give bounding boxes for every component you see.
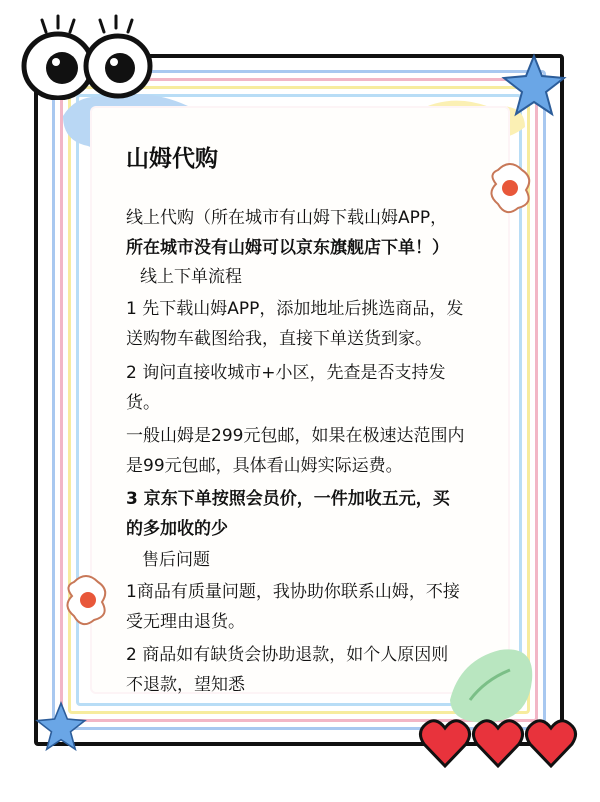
content-line: 一般山姆是299元包邮，如果在极速达范围内 <box>126 426 465 446</box>
content-line: 不退款，望知悉 <box>126 675 245 695</box>
cartoon-eyes-icon <box>18 14 158 100</box>
page-title: 山姆代购 <box>126 146 218 172</box>
flower-icon <box>488 160 534 216</box>
content-line: 2 询问直接收城市+小区，先查是否支持发 <box>126 363 446 383</box>
content-line: 线上下单流程 <box>140 267 242 287</box>
content-line: 所在城市没有山姆可以京东旗舰店下单！） <box>126 238 449 258</box>
star-icon-bottom <box>34 700 88 754</box>
content-line: 货。 <box>126 393 160 413</box>
content-line: 售后问题 <box>142 550 210 570</box>
content-line: 线上代购（所在城市有山姆下载山姆APP， <box>126 208 448 228</box>
content-line: 受无理由退货。 <box>126 612 245 632</box>
content-line: 送购物车截图给我，直接下单送货到家。 <box>126 329 432 349</box>
content-line: 1商品有质量问题，我协助你联系山姆，不接 <box>126 582 460 602</box>
content-line: 2 商品如有缺货会协助退款，如个人原因则 <box>126 645 449 665</box>
content-line: 1 先下载山姆APP，添加地址后挑选商品，发 <box>126 299 464 319</box>
content-line: 3 京东下单按照会员价，一件加收五元，买 <box>126 489 450 509</box>
hearts-icon <box>418 716 582 772</box>
content-line: 是99元包邮，具体看山姆实际运费。 <box>126 456 403 476</box>
flower-icon-left <box>64 572 110 628</box>
star-icon <box>500 52 568 120</box>
content-line: 的多加收的少 <box>126 519 228 539</box>
